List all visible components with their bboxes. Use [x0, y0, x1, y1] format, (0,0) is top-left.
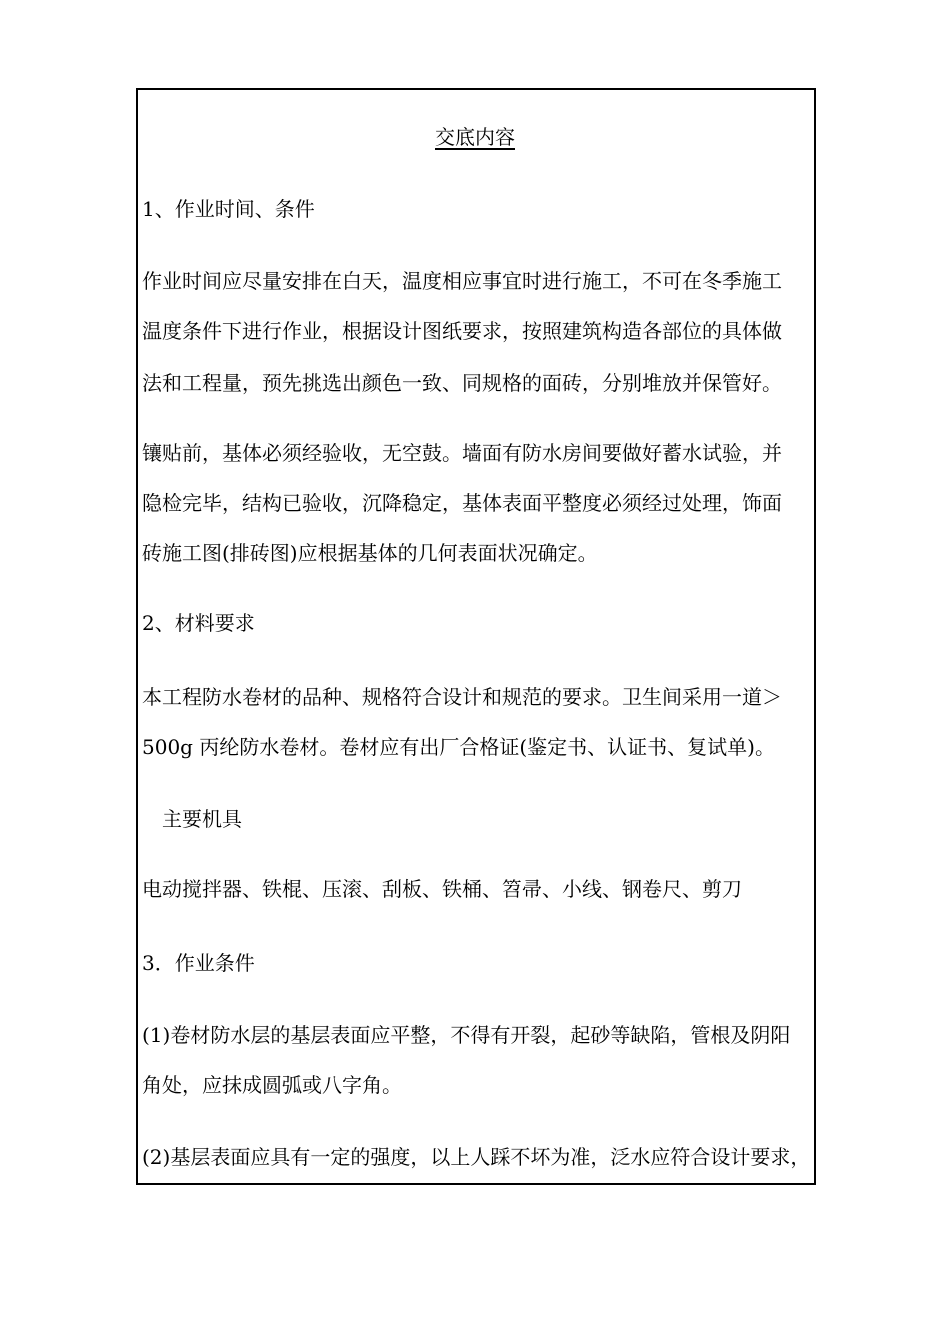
section-heading-2: 2、材料要求 — [142, 611, 255, 635]
paragraph-line: 法和工程量，预先挑选出颜色一致、同规格的面砖，分别堆放并保管好。 — [142, 371, 782, 395]
paragraph-line: 本工程防水卷材的品种、规格符合设计和规范的要求。卫生间采用一道＞ — [142, 685, 782, 709]
paragraph-line: 镶贴前，基体必须经验收，无空鼓。墙面有防水房间要做好蓄水试验，并 — [142, 441, 782, 465]
paragraph-line: 隐检完毕，结构已验收，沉降稳定，基体表面平整度必须经过处理，饰面 — [142, 491, 782, 515]
page-title-text: 交底内容 — [435, 125, 515, 149]
paragraph-line: 电动搅拌器、铁棍、压滚、刮板、铁桶、笤帚、小线、钢卷尺、剪刀 — [142, 877, 742, 901]
section-heading-1: 1、作业时间、条件 — [142, 197, 315, 221]
paragraph-line: 温度条件下进行作业，根据设计图纸要求，按照建筑构造各部位的具体做 — [142, 319, 782, 343]
page-title — [0, 122, 950, 152]
section-heading-3: 3．作业条件 — [142, 951, 255, 975]
paragraph-line: 500g 丙纶防水卷材。卷材应有出厂合格证(鉴定书、认证书、复试单)。 — [142, 735, 775, 759]
paragraph-line: 作业时间应尽量安排在白天，温度相应事宜时进行施工，不可在冬季施工 — [142, 269, 782, 293]
subheading-tools: 主要机具 — [162, 807, 242, 831]
paragraph-line: 角处，应抹成圆弧或八字角。 — [142, 1073, 402, 1097]
paragraph-line: 砖施工图(排砖图)应根据基体的几何表面状况确定。 — [142, 541, 598, 565]
paragraph-line: (1)卷材防水层的基层表面应平整，不得有开裂，起砂等缺陷，管根及阴阳 — [142, 1023, 791, 1047]
paragraph-line: (2)基层表面应具有一定的强度，以上人踩不坏为准，泛水应符合设计要求， — [142, 1145, 810, 1169]
